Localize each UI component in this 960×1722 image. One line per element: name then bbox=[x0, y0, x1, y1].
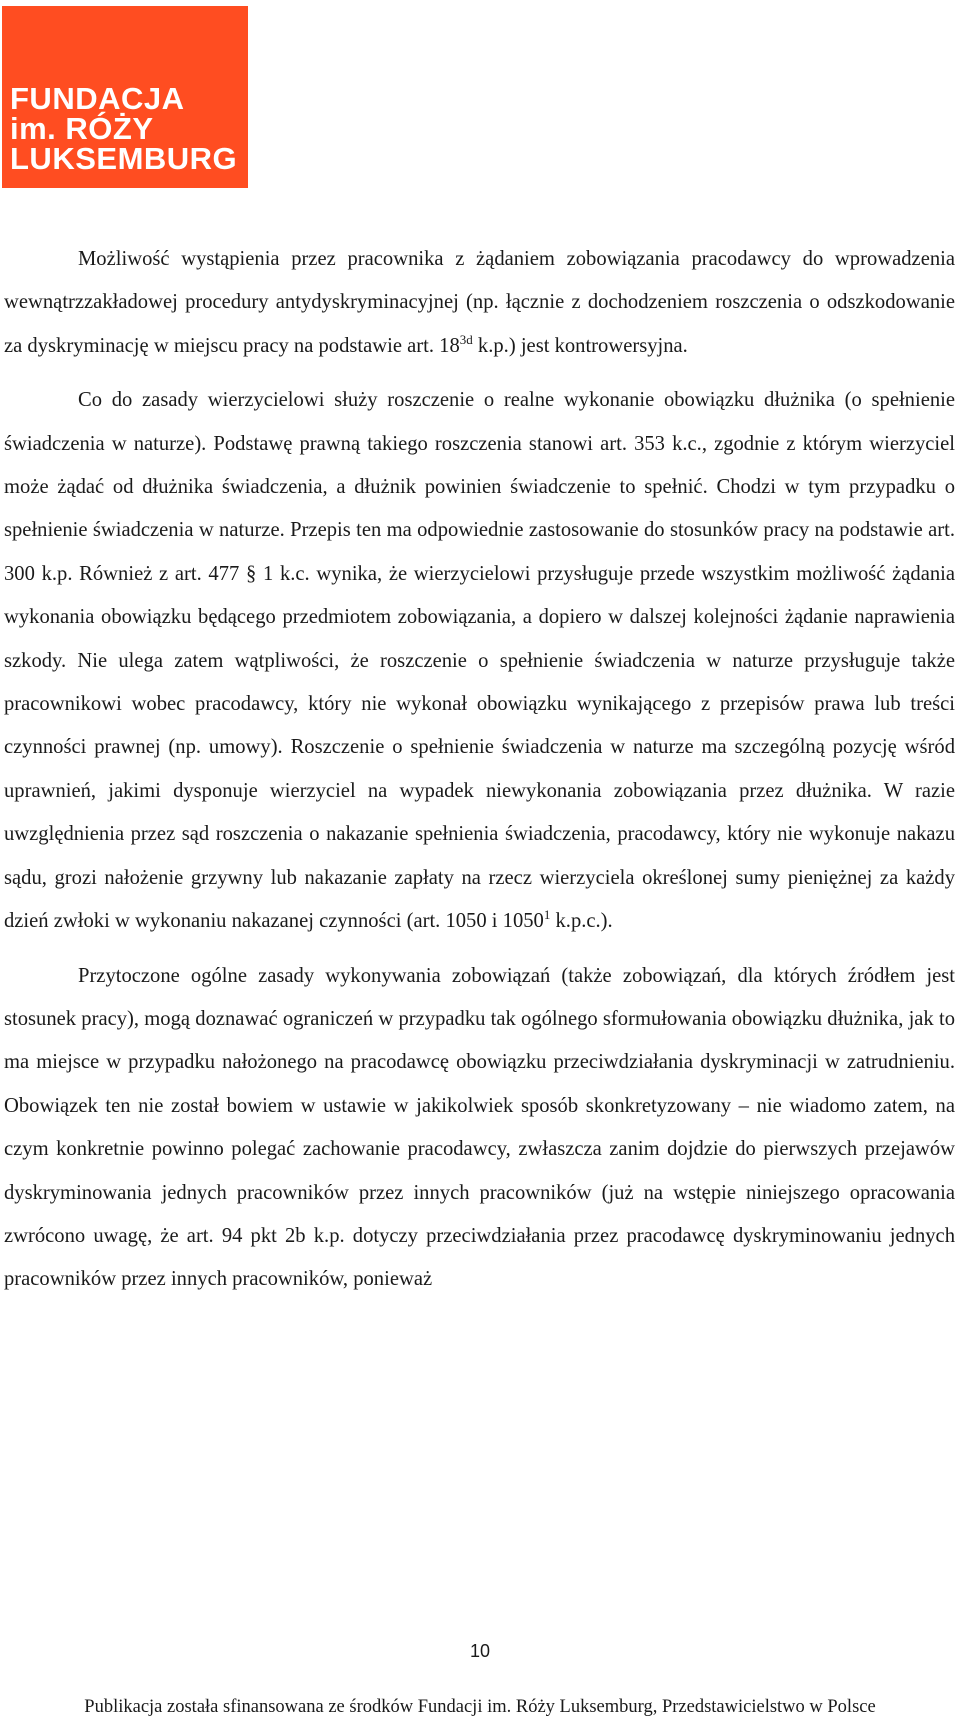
logo-line-1: FUNDACJA bbox=[10, 81, 185, 116]
paragraph-3: Przytoczone ogólne zasady wykonywania zobowiązań (także zobowiązań, dla których źródłem jest stosunek pracy), mogą doznawać ograniczeń w przypadku tak ogólnego sformułowania obowiązku dłużnika, jak to ma miejsce w przypadku nałożonego na pracodawcę obowiązku przeciwdziałania dyskryminacji w zatrudnieniu. Obowiązek ten nie został bowiem w ustawie w jakikolwiek sposób skonkretyzowany – nie wiadomo zatem, na czym konkretnie powinno polegać zachowanie pracodawcy, zwłaszcza zanim dojdzie do pierwszych przejawów dyskryminowania jednych pracowników przez innych pracowników (już na wstępie niniejszego opracowania zwrócono uwagę, że art. 94 pkt 2b k.p. dotyczy przeciwdziałania przez pracodawcę dyskryminowaniu jednych pracowników przez innych pracowników, ponieważ bbox=[4, 964, 955, 1291]
paragraph-2-text-a: Co do zasady wierzycielowi służy roszczenie o realne wykonanie obowiązku dłużnika (o spełnienie świadczenia w naturze). Podstawę prawną takiego roszczenia stanowi art. 353 k.c., zgodnie z którym wierzyciel może żądać od dłużnika świadczenia, a dłużnik powinien świadczenie to spełnić. Chodzi w tym przypadku o spełnienie świadczenia w naturze. Przepis ten ma odpowiednie zastosowanie do stosunków pracy na podstawie art. 300 k.p. Również z art. 477 § 1 k.c. wynika, że wierzycielowi przysługuje przede wszystkim możliwość żądania wykonania obowiązku będącego przedmiotem zobowiązania, a dopiero w dalszej kolejności żądanie naprawienia szkody. Nie ulega zatem wątpliwości, że roszczenie o spełnienie świadczenia w naturze przysługuje także pracownikowi wobec pracodawcy, który nie wykonał obowiązku wynikającego z przepisów prawa lub treści czynności prawnej (np. umowy). Roszczenie o spełnienie świadczenia w naturze ma szczególną pozycję wśród uprawnień, jakimi dysponuje wierzyciel na wypadek niewykonania zobowiązania przez dłużnika. W razie uwzględnienia przez sąd roszczenia o nakazanie spełnienia świadczenia, pracodawcy, który nie wykonuje nakazu sądu, grozi nałożenie grzywny lub nakazanie zapłaty na rzecz wierzyciela określonej sumy pieniężnej za każdy dzień zwłoki w wykonaniu nakazanej czynności (art. 1050 i 1050 bbox=[4, 389, 955, 933]
paragraph-2 bbox=[4, 379, 955, 943]
footer-note: Publikacja została sfinansowana ze środków Fundacji im. Róży Luksemburg, Przedstawicielstwo w Polsce bbox=[84, 1697, 876, 1717]
page-number: 10 bbox=[469, 1641, 491, 1661]
paragraph-2-text-b: k.p.c.). bbox=[550, 910, 613, 933]
paragraph-1-text-a: Możliwość wystąpienia przez pracownika z żądaniem zobowiązania pracodawcy do wprowadzenia wewnątrzzakładowej procedury antydyskryminacyjnej (np. łącznie z dochodzeniem roszczenia o odszkodowanie za dyskryminację w miejscu pracy na podstawie art. 18 bbox=[4, 248, 955, 357]
document-body bbox=[4, 238, 955, 1313]
paragraph-1-superscript: 3d bbox=[459, 331, 473, 347]
paragraph-2-superscript: 1 bbox=[543, 907, 551, 923]
paragraph-1 bbox=[4, 238, 955, 368]
foundation-logo bbox=[2, 6, 248, 188]
logo-line-2: im. RÓŻY bbox=[10, 111, 154, 146]
logo-text bbox=[10, 81, 238, 176]
logo-line-3: LUKSEMBURG bbox=[10, 141, 238, 176]
paragraph-1-text-b: k.p.) jest kontrowersyjna. bbox=[472, 334, 688, 357]
